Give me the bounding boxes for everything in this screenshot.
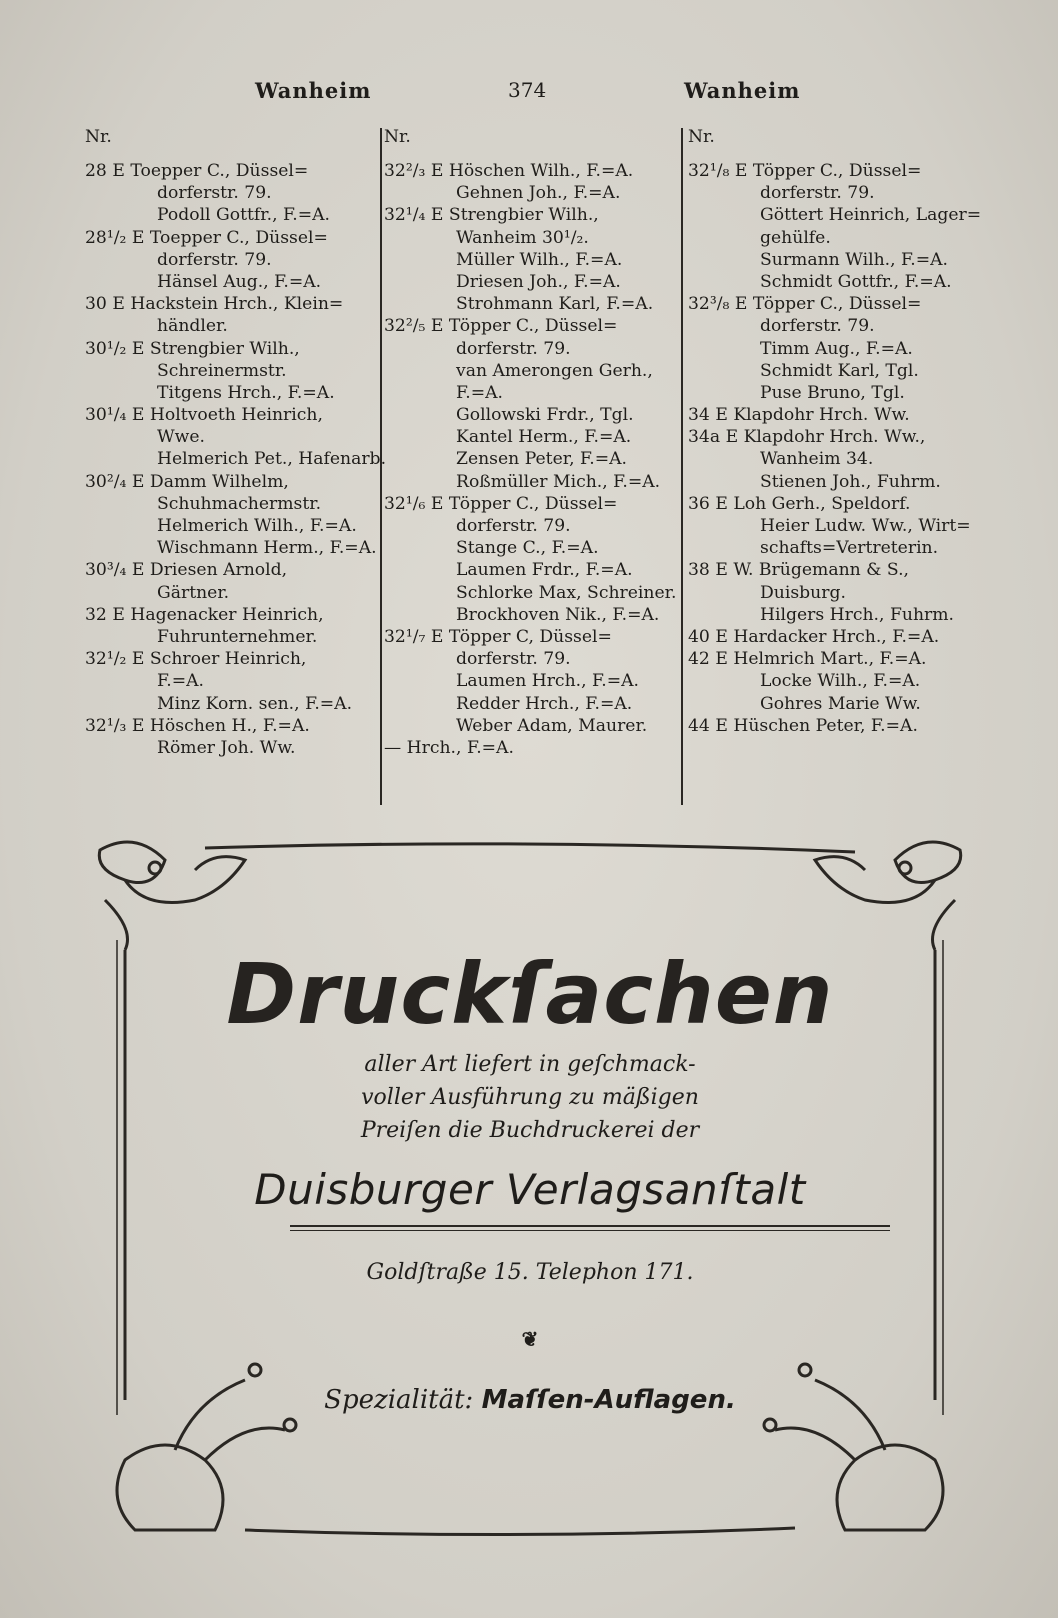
directory-entry-line: Fuhrunternehmer. bbox=[157, 626, 318, 647]
directory-entry-line: Heier Ludw. Ww., Wirt= bbox=[760, 516, 971, 536]
directory-entry-line: Gärtner. bbox=[157, 582, 230, 603]
firm-underline bbox=[290, 1225, 890, 1231]
directory-entry-line: Puse Bruno, Tgl. bbox=[760, 382, 905, 403]
directory-entry-line: dorferstr. 79. bbox=[456, 649, 571, 670]
directory-entry-line: Römer Joh. Ww. bbox=[157, 737, 296, 758]
directory-entry-line: 30 E Hackstein Hrch., Klein= bbox=[85, 294, 344, 315]
directory-entry-line: Roßmüller Mich., F.=A. bbox=[456, 471, 661, 492]
directory-entry-line: Driesen Joh., F.=A. bbox=[456, 271, 621, 292]
directory-entry-line: Locke Wilh., F.=A. bbox=[760, 671, 921, 692]
directory-entry-line: Titgens Hrch., F.=A. bbox=[157, 382, 335, 403]
directory-entry-line: 32¹/₆ E Töpper C., Düssel= bbox=[384, 493, 618, 514]
directory-entry-line: Gehnen Joh., F.=A. bbox=[456, 183, 621, 204]
advertisement bbox=[95, 840, 965, 1540]
directory-entry-line: 32²/₅ E Töpper C., Düssel= bbox=[384, 316, 618, 337]
specialty-value: Maſſen-Auflagen. bbox=[481, 1385, 736, 1415]
directory-entry-line: Göttert Heinrich, Lager= bbox=[760, 205, 982, 226]
directory-entry-line: Schreinermstr. bbox=[157, 360, 287, 381]
directory-entry-line: Zensen Peter, F.=A. bbox=[456, 449, 627, 470]
directory-entry-line: 44 E Hüschen Peter, F.=A. bbox=[688, 715, 918, 736]
directory-entry-line: 38 E W. Brügemann & S., bbox=[688, 560, 910, 581]
directory-entry-line: Stange C., F.=A. bbox=[456, 538, 599, 559]
directory-entry-line: Schuhmachermstr. bbox=[157, 493, 322, 514]
directory-entry-line: Wischmann Herm., F.=A. bbox=[157, 538, 377, 559]
page-header bbox=[0, 78, 1058, 108]
column-label: Nr. bbox=[688, 127, 715, 147]
directory-entry-line: Laumen Frdr., F.=A. bbox=[456, 560, 633, 581]
directory-entry-line: — Hrch., F.=A. bbox=[384, 737, 514, 758]
directory-entry-line: Podoll Gottfr., F.=A. bbox=[157, 205, 330, 226]
directory-entry-line: Minz Korn. sen., F.=A. bbox=[157, 693, 353, 714]
directory-column-3 bbox=[688, 126, 982, 737]
directory-entry-line: 32²/₃ E Höschen Wilh., F.=A. bbox=[384, 161, 634, 181]
column-label: Nr. bbox=[384, 127, 411, 147]
directory-entry-line: van Amerongen Gerh., bbox=[456, 360, 653, 381]
directory-entry-line: 32¹/₂ E Schroer Heinrich, bbox=[85, 649, 307, 670]
column-label: Nr. bbox=[85, 127, 112, 147]
directory-entry-line: 40 E Hardacker Hrch., F.=A. bbox=[688, 626, 940, 647]
directory-entry-line: 32¹/₇ E Töpper C, Düssel= bbox=[384, 626, 612, 647]
advert-specialty bbox=[95, 1385, 965, 1415]
directory-entry-line: Stienen Joh., Fuhrm. bbox=[760, 471, 941, 492]
directory-entry-line: Brockhoven Nik., F.=A. bbox=[456, 604, 660, 625]
directory-entry-line: 32¹/₃ E Höschen H., F.=A. bbox=[85, 715, 310, 736]
advert-title: Druckſachen bbox=[226, 945, 834, 1043]
directory-entry-line: 36 E Loh Gerh., Speldorf. bbox=[688, 493, 911, 514]
directory-column-2 bbox=[384, 126, 677, 759]
directory-entry-line: Gohres Marie Ww. bbox=[760, 693, 921, 714]
advert-text-line: voller Ausführung zu mäßigen bbox=[361, 1085, 699, 1110]
directory-entry-line: Müller Wilh., F.=A. bbox=[456, 249, 623, 270]
advert-text-line: Preiſen die Buchdruckerei der bbox=[360, 1118, 700, 1143]
directory-entry-line: dorferstr. 79. bbox=[157, 183, 272, 204]
directory-entry-line: 28 E Toepper C., Düssel= bbox=[85, 161, 309, 181]
directory-entry-line: Schmidt Gottfr., F.=A. bbox=[760, 271, 952, 292]
advert-address: Goldſtraße 15. Telephon 171. bbox=[366, 1260, 694, 1285]
directory-entry-line: Wwe. bbox=[157, 427, 206, 448]
directory-entry-line: Redder Hrch., F.=A. bbox=[456, 693, 633, 714]
directory-entry-line: Hänsel Aug., F.=A. bbox=[157, 271, 322, 292]
page-number: 374 bbox=[508, 78, 547, 102]
directory-entry-line: Laumen Hrch., F.=A. bbox=[456, 671, 640, 692]
directory-entry-line: F.=A. bbox=[456, 382, 503, 403]
directory-entry-line: dorferstr. 79. bbox=[760, 316, 875, 337]
directory-entry-line: 30¹/₄ E Holtvoeth Heinrich, bbox=[85, 405, 323, 426]
directory-entry-line: Helmerich Pet., Hafenarb. bbox=[157, 449, 387, 470]
directory-entry-line: dorferstr. 79. bbox=[760, 183, 875, 204]
directory-entry-line: 28¹/₂ E Toepper C., Düssel= bbox=[85, 227, 328, 248]
directory-entry-line: dorferstr. 79. bbox=[456, 338, 571, 359]
directory-entry-line: Schlorke Max, Schreiner. bbox=[456, 582, 677, 603]
directory-entry-line: F.=A. bbox=[157, 671, 204, 692]
directory-entry-line: Duisburg. bbox=[760, 582, 846, 603]
directory-entry-line: Gollowski Frdr., Tgl. bbox=[456, 405, 634, 426]
advert-text-line: aller Art liefert in geſchmack- bbox=[364, 1052, 696, 1077]
column-divider bbox=[681, 128, 683, 805]
directory-entry-line: 34a E Klapdohr Hrch. Ww., bbox=[688, 427, 926, 448]
directory-entry-line: dorferstr. 79. bbox=[456, 516, 571, 536]
header-left-title: Wanheim bbox=[255, 78, 372, 103]
directory-entry-line: dorferstr. 79. bbox=[157, 249, 272, 270]
directory-entry-line: 32¹/₈ E Töpper C., Düssel= bbox=[688, 161, 922, 181]
directory-entry-line: Timm Aug., F.=A. bbox=[760, 338, 913, 359]
directory-column-1 bbox=[85, 126, 387, 759]
header-right-title: Wanheim bbox=[684, 78, 801, 103]
directory-entry-line: 32³/₈ E Töpper C., Düssel= bbox=[688, 294, 922, 315]
directory-entry-line: 30¹/₂ E Strengbier Wilh., bbox=[85, 338, 300, 359]
directory-entry-line: schafts=Vertreterin. bbox=[760, 538, 939, 559]
ornament-icon: ❦ bbox=[521, 1327, 539, 1351]
directory-entry-line: 32¹/₄ E Strengbier Wilh., bbox=[384, 205, 599, 226]
directory-entry-line: händler. bbox=[157, 316, 228, 337]
directory-entry-line: Kantel Herm., F.=A. bbox=[456, 427, 632, 448]
directory-entry-line: Helmerich Wilh., F.=A. bbox=[157, 516, 357, 536]
directory-entry-line: Surmann Wilh., F.=A. bbox=[760, 249, 949, 270]
directory-entry-line: Weber Adam, Maurer. bbox=[456, 715, 648, 736]
directory-entry-line: Hilgers Hrch., Fuhrm. bbox=[760, 604, 954, 625]
directory-entry-line: Wanheim 34. bbox=[760, 449, 874, 470]
advert-text bbox=[95, 1048, 965, 1147]
directory-entry-line: Wanheim 30¹/₂. bbox=[456, 227, 589, 248]
directory-entry-line: 34 E Klapdohr Hrch. Ww. bbox=[688, 405, 910, 426]
specialty-label: Spezialität: bbox=[324, 1385, 474, 1415]
directory-entry-line: Schmidt Karl, Tgl. bbox=[760, 360, 919, 381]
directory-entry-line: 42 E Helmrich Mart., F.=A. bbox=[688, 649, 927, 670]
advert-firm-name: Duisburger Verlagsanſtalt bbox=[254, 1165, 806, 1214]
directory-entry-line: gehülfe. bbox=[760, 227, 831, 248]
directory-entry-line: 32 E Hagenacker Heinrich, bbox=[85, 604, 324, 625]
directory-entry-line: 30²/₄ E Damm Wilhelm, bbox=[85, 471, 289, 492]
directory-entry-line: Strohmann Karl, F.=A. bbox=[456, 294, 654, 315]
directory-entry-line: 30³/₄ E Driesen Arnold, bbox=[85, 560, 288, 581]
